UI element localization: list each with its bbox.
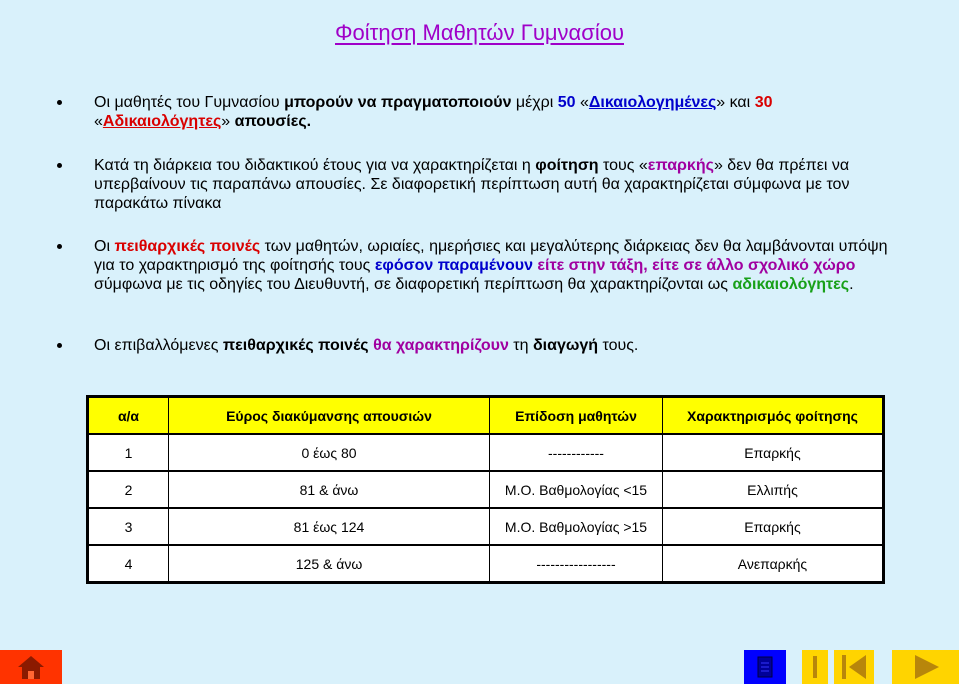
text-highlight: είτε στην τάξη, είτε σε άλλο σχολικό χώρο: [537, 257, 856, 274]
next-button[interactable]: [892, 650, 959, 684]
bullet-dot: [57, 163, 62, 168]
bullet-dot: [57, 244, 62, 249]
text-bold: φοίτηση: [535, 157, 599, 174]
cell-index: 3: [88, 508, 169, 545]
bullet-dot: [57, 100, 62, 105]
table-row: [88, 508, 884, 545]
header-index: α/α: [88, 397, 169, 435]
cell-characterization: Επαρκής: [663, 508, 884, 545]
header-range: Εύρος διακύμανσης απουσιών: [169, 397, 490, 435]
previous-button[interactable]: [834, 650, 874, 684]
cell-characterization: Ελλιπής: [663, 471, 884, 508]
text: Κατά τη διάρκεια του διδακτικού έτους για να χαρακτηρίζεται η: [94, 157, 536, 174]
unjustified-link[interactable]: Αδικαιολόγητες: [102, 113, 222, 130]
attendance-table: [86, 395, 885, 584]
text: «: [575, 94, 589, 111]
text: των μαθητών, ωριαίες, ημερήσιες και μεγαλύτερης διάρκειας δεν θα λαμβάνονται υπόψη για το χαρακτηρισμό της φοίτησής τους: [94, 238, 888, 274]
text: τους «: [598, 157, 648, 174]
text: σύμφωνα με τις οδηγίες του Διευθυντή, σε διαφορετική περίπτωση θα χαρακτηρίζονται ως: [94, 276, 733, 293]
text: «: [94, 113, 103, 130]
text: » και: [716, 94, 755, 111]
text-bold: πειθαρχικές ποινές: [222, 337, 369, 354]
bullet-conduct: [94, 336, 894, 355]
cell-performance: Μ.Ο. Βαθμολογίας >15: [490, 508, 663, 545]
text-highlight: επαρκής: [647, 157, 714, 174]
cell-index: 4: [88, 545, 169, 583]
text-bold: διαγωγή: [532, 337, 599, 354]
table-row: [88, 434, 884, 471]
text: τη: [508, 337, 533, 354]
bullet-attendance: [94, 156, 894, 213]
table-row: [88, 471, 884, 508]
cell-characterization: Επαρκής: [663, 434, 884, 471]
text: μέχρι: [511, 94, 558, 111]
cell-index: 1: [88, 434, 169, 471]
text-highlight: πειθαρχικές ποινές: [114, 238, 261, 255]
bullet-dot: [57, 343, 62, 348]
text: Οι μαθητές του Γυμνασίου: [94, 94, 285, 111]
text-bold: μπορούν να πραγματοποιούν: [284, 94, 512, 111]
cell-performance: -----------------: [490, 545, 663, 583]
text-highlight: εφόσον παραμένουν: [374, 257, 533, 274]
home-button[interactable]: [0, 650, 62, 684]
text: » δεν θα πρέπει να υπερβαίνουν τις παραπάνω απουσίες. Σε διαφορετική περίπτωση αυτή θα χαρακτηρίζεται σύμφωνα με τον παρακάτω πίνακα: [94, 157, 850, 212]
table-row: [88, 545, 884, 583]
text: »: [221, 113, 235, 130]
document-icon: [756, 655, 774, 679]
text-highlight: αδικαιολόγητες: [732, 276, 850, 293]
page-title: Φοίτηση Μαθητών Γυμνασίου: [335, 20, 624, 45]
text: .: [849, 276, 854, 293]
cell-index: 2: [88, 471, 169, 508]
cell-range: 81 έως 124: [169, 508, 490, 545]
cell-performance: ------------: [490, 434, 663, 471]
cell-range: 125 & άνω: [169, 545, 490, 583]
justified-count: 50: [557, 94, 576, 111]
first-slide-button[interactable]: [802, 650, 828, 684]
text: Οι: [94, 238, 115, 255]
justified-link[interactable]: Δικαιολογημένες: [588, 94, 717, 111]
first-icon: [809, 654, 821, 680]
header-performance: Επίδοση μαθητών: [490, 397, 663, 435]
bullet-penalties: [94, 237, 894, 294]
document-button[interactable]: [744, 650, 786, 684]
table-header-row: [88, 397, 884, 435]
cell-range: 0 έως 80: [169, 434, 490, 471]
unjustified-count: 30: [754, 94, 773, 111]
cell-range: 81 & άνω: [169, 471, 490, 508]
home-icon: [17, 654, 45, 680]
text-highlight: θα χαρακτηρίζουν: [373, 337, 509, 354]
text-bold: απουσίες.: [234, 113, 312, 130]
text: τους.: [598, 337, 639, 354]
next-icon: [911, 653, 941, 681]
previous-icon: [839, 653, 869, 681]
cell-characterization: Ανεπαρκής: [663, 545, 884, 583]
text: Οι επιβαλλόμενες: [94, 337, 223, 354]
header-characterization: Χαρακτηρισμός φοίτησης: [663, 397, 884, 435]
bullet-absences-limit: [94, 93, 894, 131]
cell-performance: Μ.Ο. Βαθμολογίας <15: [490, 471, 663, 508]
